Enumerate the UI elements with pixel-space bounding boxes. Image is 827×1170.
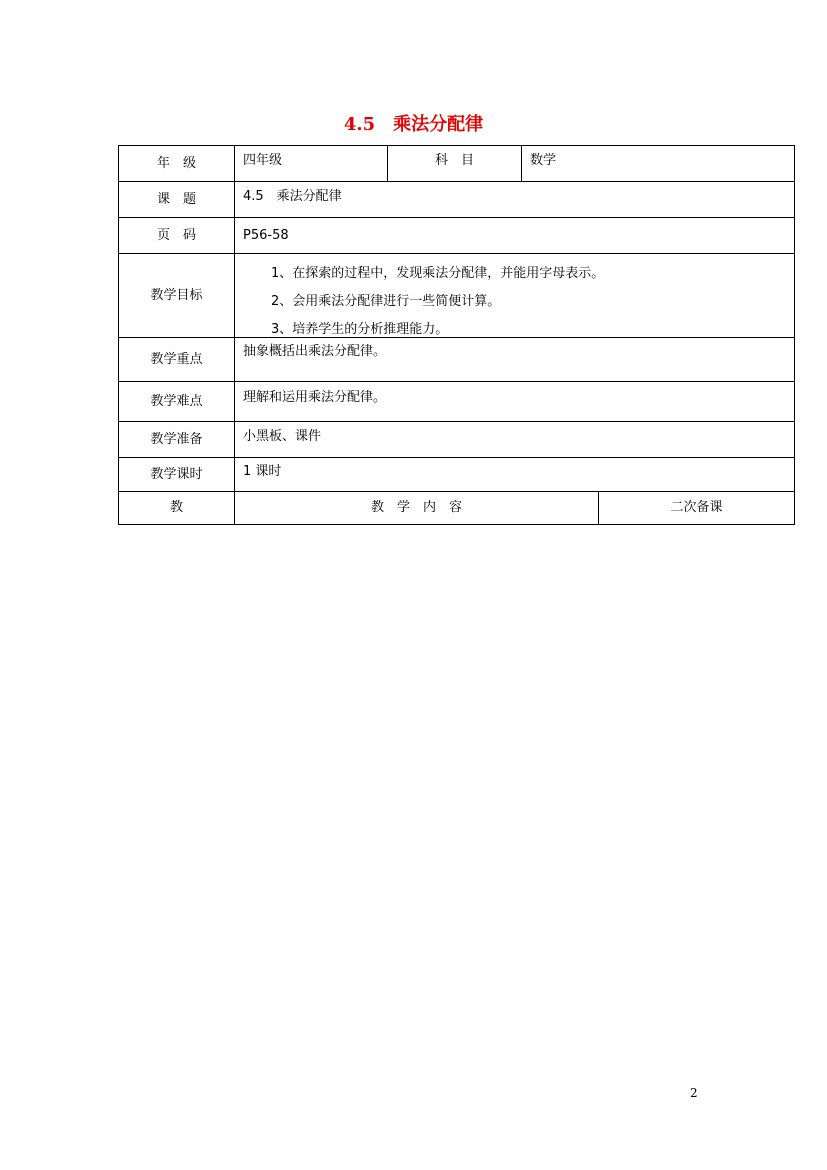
goal-item: 1、在探索的过程中，发现乘法分配律，并能用字母表示。 bbox=[271, 266, 605, 281]
row-content-header bbox=[119, 492, 794, 524]
content-col-label: 教 bbox=[169, 500, 183, 515]
document-title: 4.5 乘法分配律 bbox=[343, 114, 484, 135]
goals-label: 教学目标 bbox=[150, 287, 203, 303]
row-hours bbox=[119, 458, 794, 492]
goals-cell bbox=[234, 254, 794, 337]
key-point-label: 教学重点 bbox=[150, 351, 203, 367]
difficulty-label: 教学难点 bbox=[150, 393, 203, 409]
grade-value: 四年级 bbox=[234, 146, 387, 181]
goals-list bbox=[235, 254, 604, 344]
preparation-value: 小黑板、课件 bbox=[234, 422, 794, 457]
subject-label: 科 目 bbox=[387, 146, 521, 181]
difficulty-value: 理解和运用乘法分配律。 bbox=[234, 382, 794, 421]
pages-label: 页 码 bbox=[156, 227, 196, 243]
lesson-plan-table bbox=[118, 145, 795, 525]
row-grade bbox=[119, 146, 794, 182]
preparation-label: 教学准备 bbox=[150, 431, 203, 447]
second-prep-heading: 二次备课 bbox=[598, 492, 794, 524]
row-goals bbox=[119, 254, 794, 338]
subject-value: 数学 bbox=[521, 146, 794, 181]
row-pages bbox=[119, 218, 794, 254]
key-point-value: 抽象概括出乘法分配律。 bbox=[234, 338, 794, 381]
topic-value: 4.5 乘法分配律 bbox=[234, 182, 794, 217]
topic-label: 课 题 bbox=[156, 191, 196, 207]
grade-label: 年 级 bbox=[156, 155, 196, 171]
goal-item: 3、培养学生的分析推理能力。 bbox=[271, 322, 449, 337]
row-preparation bbox=[119, 422, 794, 458]
pages-value: P56-58 bbox=[234, 218, 794, 253]
content-col-heading: 教 学 内 容 bbox=[234, 492, 598, 524]
hours-value: 1 课时 bbox=[234, 458, 794, 491]
row-difficulty bbox=[119, 382, 794, 422]
page-number: 2 bbox=[690, 1086, 698, 1100]
row-topic bbox=[119, 182, 794, 218]
hours-label: 教学课时 bbox=[150, 466, 203, 482]
goal-item: 2、会用乘法分配律进行一些简便计算。 bbox=[271, 294, 501, 309]
row-key-point bbox=[119, 338, 794, 382]
